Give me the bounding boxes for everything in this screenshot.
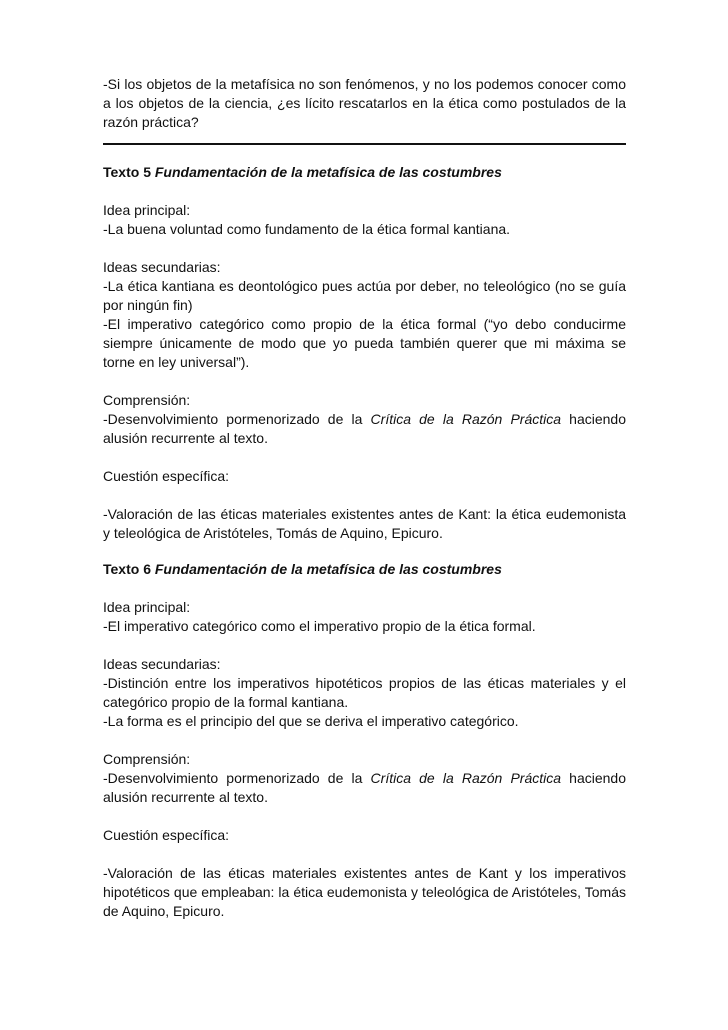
texto5-heading	[103, 163, 626, 182]
texto5-title: Fundamentación de la metafísica de las costumbres	[154, 164, 502, 180]
texto5-ideas-secundarias-heading: Ideas secundarias:	[103, 259, 221, 275]
texto6-cuestion-heading: Cuestión específica:	[103, 827, 230, 843]
texto6-label: Texto 6	[103, 561, 151, 577]
texto6-comprension-heading: Comprensión:	[103, 751, 191, 767]
texto5-comprension-post: haciendo alusión recurrente al texto.	[103, 411, 626, 446]
texto5-cuestion-heading: Cuestión específica:	[103, 468, 230, 484]
texto6-title: Fundamentación de la metafísica de las costumbres	[154, 561, 502, 577]
texto6-cuestion: -Valoración de las éticas materiales existentes antes de Kant y los imperativos hipotéticos que empleaban: la ética eudemonista y teleológica de Aristóteles, Tomás de Aquino, Epicuro.	[103, 865, 626, 919]
texto5-idea-secundaria-2: -El imperativo categórico como propio de la ética formal (“yo debo conducirme siempre únicamente de modo que yo pueda también querer que mi máxima se torne en ley universal”).	[103, 316, 626, 370]
texto6-idea-principal-heading: Idea principal:	[103, 599, 191, 615]
texto5-comprension-work: Crítica de la Razón Práctica	[370, 411, 562, 427]
texto5-comprension	[103, 410, 626, 448]
document-body	[103, 75, 626, 921]
texto6-idea-principal: -El imperativo categórico como el imperativo propio de la ética formal.	[103, 618, 536, 634]
texto6-idea-secundaria-2: -La forma es el principio del que se deriva el imperativo categórico.	[103, 713, 519, 729]
texto5-idea-principal-heading: Idea principal:	[103, 202, 191, 218]
section-divider	[103, 143, 626, 145]
texto5-idea-secundaria-1: -La ética kantiana es deontológico pues actúa por deber, no teleológico (no se guía por ningún fin)	[103, 278, 626, 313]
texto5-comprension-heading: Comprensión:	[103, 392, 191, 408]
texto6-comprension-pre: -Desenvolvimiento pormenorizado de la	[103, 770, 371, 786]
texto6-comprension	[103, 769, 626, 807]
texto6-heading	[103, 560, 626, 579]
texto5-cuestion: -Valoración de las éticas materiales existentes antes de Kant: la ética eudemonista y teleológica de Aristóteles, Tomás de Aquino, Epicuro.	[103, 506, 626, 541]
intro-question: -Si los objetos de la metafísica no son fenómenos, y no los podemos conocer como a los objetos de la ciencia, ¿es lícito rescatarlos en la ética como postulados de la razón práctica?	[103, 76, 626, 130]
texto6-comprension-work: Crítica de la Razón Práctica	[370, 770, 562, 786]
texto6-comprension-post: haciendo alusión recurrente al texto.	[103, 770, 626, 805]
texto5-comprension-pre: -Desenvolvimiento pormenorizado de la	[103, 411, 371, 427]
texto5-idea-principal: -La buena voluntad como fundamento de la ética formal kantiana.	[103, 221, 511, 237]
texto5-label: Texto 5	[103, 164, 151, 180]
texto6-idea-secundaria-1: -Distinción entre los imperativos hipotéticos propios de las éticas materiales y el categórico propio de la formal kantiana.	[103, 675, 626, 710]
texto6-ideas-secundarias-heading: Ideas secundarias:	[103, 656, 221, 672]
